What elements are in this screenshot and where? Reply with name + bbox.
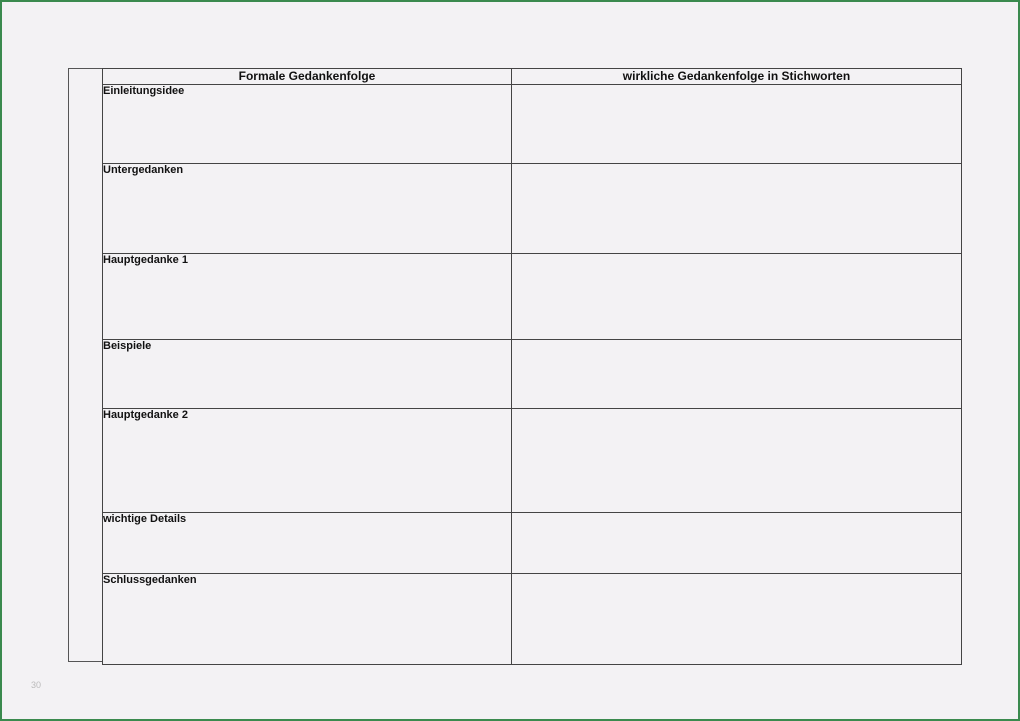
notes-cell[interactable] bbox=[512, 574, 962, 665]
row-label-hauptgedanke-1: Hauptgedanke 1 bbox=[103, 254, 512, 340]
row-label-wichtige-details: wichtige Details bbox=[103, 513, 512, 574]
row-label-hauptgedanke-2: Hauptgedanke 2 bbox=[103, 409, 512, 513]
table-row bbox=[103, 164, 962, 254]
notes-cell[interactable] bbox=[512, 513, 962, 574]
notes-cell[interactable] bbox=[512, 340, 962, 409]
thought-sequence-table bbox=[102, 68, 962, 665]
row-label-beispiele: Beispiele bbox=[103, 340, 512, 409]
column-header-formal: Formale Gedankenfolge bbox=[103, 69, 512, 85]
table-row bbox=[103, 254, 962, 340]
notes-cell[interactable] bbox=[512, 254, 962, 340]
header-row bbox=[103, 69, 962, 85]
binding-margin bbox=[68, 68, 102, 662]
table-row bbox=[103, 409, 962, 513]
row-label-untergedanken: Untergedanken bbox=[103, 164, 512, 254]
notes-cell[interactable] bbox=[512, 85, 962, 164]
table-row bbox=[103, 340, 962, 409]
column-header-actual: wirkliche Gedankenfolge in Stichworten bbox=[512, 69, 962, 85]
table-row bbox=[103, 513, 962, 574]
page-number: 30 bbox=[31, 680, 42, 690]
table-row bbox=[103, 574, 962, 665]
notes-cell[interactable] bbox=[512, 409, 962, 513]
notes-cell[interactable] bbox=[512, 164, 962, 254]
row-label-schlussgedanken: Schlussgedanken bbox=[103, 574, 512, 665]
row-label-einleitungsidee: Einleitungsidee bbox=[103, 85, 512, 164]
table-row bbox=[103, 85, 962, 164]
